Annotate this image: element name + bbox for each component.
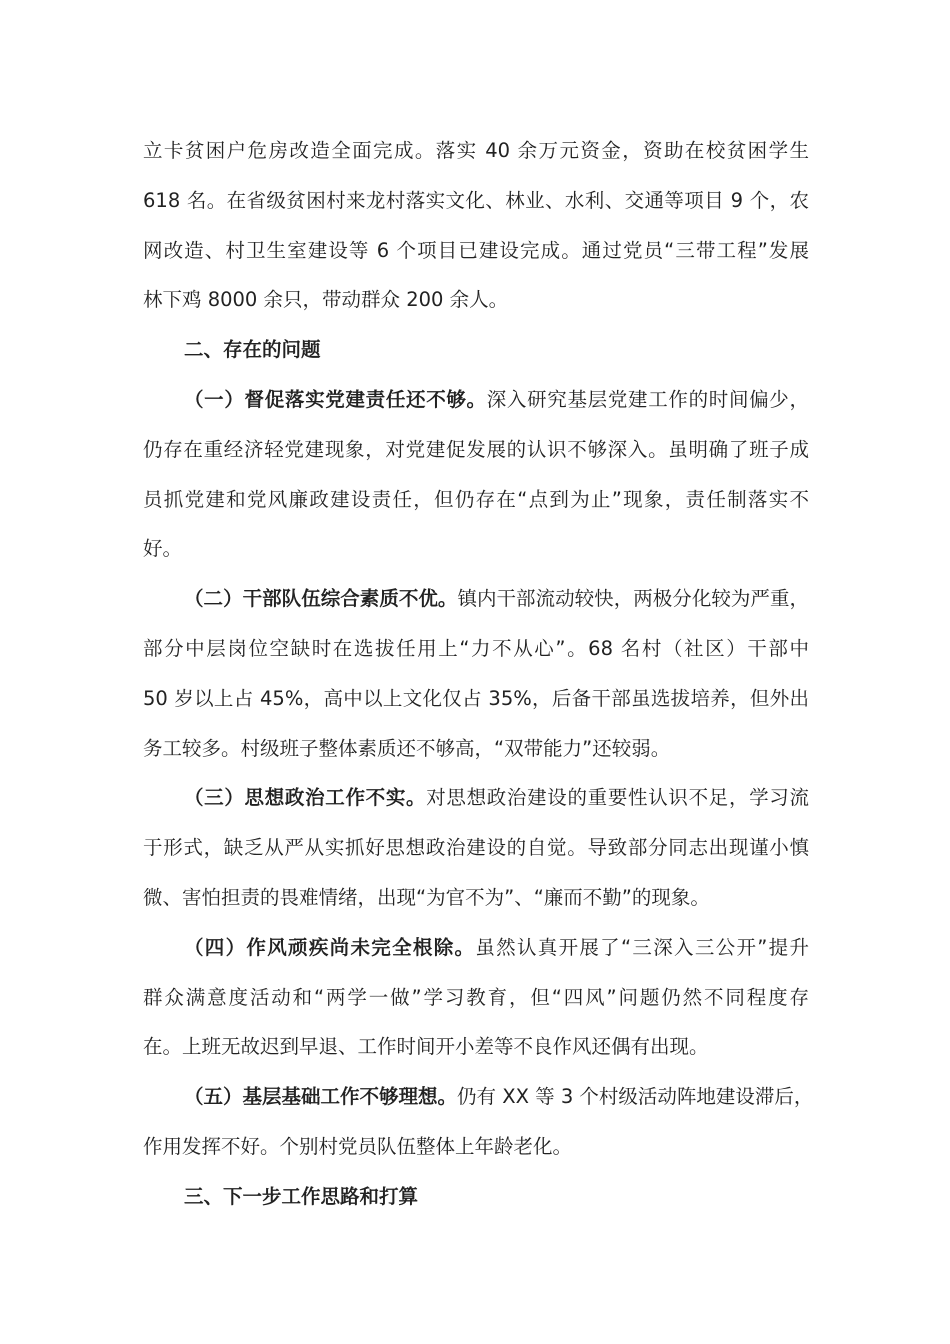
paragraph-text: 在。上班无故迟到早退、工作时间开小差等不良作风还偶有出现。 bbox=[143, 1035, 709, 1059]
paragraph-line bbox=[143, 724, 809, 774]
paragraph-line bbox=[143, 823, 809, 873]
paragraph-line bbox=[143, 1122, 809, 1172]
paragraph-line bbox=[143, 226, 809, 276]
paragraph-text: 好。 bbox=[143, 537, 183, 561]
paragraph-text: 群众满意度活动和“两学一做”学习教育，但“四风”问题仍然不同程度存 bbox=[143, 985, 809, 1009]
paragraph-line bbox=[143, 126, 809, 176]
paragraph-text: 微、害怕担责的畏难情绪，出现“为官不为”、“廉而不勤”的现象。 bbox=[143, 885, 710, 909]
paragraph-text: 员抓党建和党风廉政建设责任，但仍存在“点到为止”现象，责任制落实不 bbox=[143, 487, 809, 511]
subsection-title: （五）基层基础工作不够理想。 bbox=[184, 1085, 458, 1109]
subsection-title: （一）督促落实党建责任还不够。 bbox=[184, 387, 487, 411]
subsection-title: （二）干部队伍综合素质不优。 bbox=[184, 587, 458, 611]
paragraph-first-line bbox=[143, 574, 809, 624]
section-heading-text: 三、下一步工作思路和打算 bbox=[184, 1184, 419, 1208]
paragraph-text: 网改造、村卫生室建设等 6 个项目已建设完成。通过党员“三带工程”发展 bbox=[143, 238, 809, 262]
paragraph-text: 务工较多。村级班子整体素质还不够高，“双带能力”还较弱。 bbox=[143, 736, 671, 760]
paragraph-text: 618 名。在省级贫困村来龙村落实文化、林业、水利、交通等项目 9 个，农 bbox=[143, 188, 809, 212]
paragraph-line bbox=[143, 873, 809, 923]
paragraph-text: 深入研究基层党建工作的时间偏少， bbox=[486, 387, 809, 411]
paragraph-line bbox=[143, 176, 809, 226]
subsection-title: （四）作风顽疾尚未完全根除。 bbox=[184, 935, 476, 959]
paragraph-line bbox=[143, 475, 809, 525]
paragraph-first-line bbox=[143, 773, 809, 823]
paragraph-line bbox=[143, 275, 809, 325]
paragraph-first-line bbox=[143, 1072, 814, 1122]
paragraph-text: 仍有 XX 等 3 个村级活动阵地建设滞后， bbox=[457, 1085, 814, 1109]
paragraph-first-line bbox=[143, 923, 809, 973]
paragraph-text: 50 岁以上占 45%，高中以上文化仅占 35%，后备干部虽选拔培养，但外出 bbox=[143, 686, 809, 710]
paragraph-text: 于形式，缺乏从严从实抓好思想政治建设的自觉。导致部分同志出现谨小慎 bbox=[143, 836, 809, 860]
section-heading bbox=[143, 325, 809, 375]
section-heading bbox=[143, 1172, 809, 1222]
paragraph-text: 林下鸡 8000 余只，带动群众 200 余人。 bbox=[143, 288, 509, 312]
subsection-title: （三）思想政治工作不实。 bbox=[184, 786, 427, 810]
section-heading-text: 二、存在的问题 bbox=[184, 338, 321, 362]
paragraph-text: 虽然认真开展了“三深入三公开”提升 bbox=[475, 935, 809, 959]
paragraph-text: 立卡贫困户危房改造全面完成。落实 40 余万元资金，资助在校贫困学生 bbox=[143, 139, 809, 162]
paragraph-line bbox=[143, 524, 809, 574]
paragraph-line bbox=[143, 425, 809, 475]
paragraph-line bbox=[143, 674, 809, 724]
paragraph-line bbox=[143, 1022, 809, 1072]
paragraph-text: 仍存在重经济轻党建现象，对党建促发展的认识不够深入。虽明确了班子成 bbox=[143, 437, 809, 461]
paragraph-text: 作用发挥不好。个别村党员队伍整体上年龄老化。 bbox=[143, 1134, 573, 1158]
paragraph-text: 镇内干部流动较快，两极分化较为严重， bbox=[457, 587, 809, 611]
paragraph-line bbox=[143, 973, 809, 1023]
paragraph-first-line bbox=[143, 375, 809, 425]
document-body bbox=[143, 126, 814, 1222]
paragraph-line bbox=[143, 624, 809, 674]
paragraph-text: 对思想政治建设的重要性认识不足，学习流 bbox=[426, 786, 809, 810]
paragraph-text: 部分中层岗位空缺时在选拔任用上“力不从心”。68 名村（社区）干部中 bbox=[143, 636, 809, 660]
